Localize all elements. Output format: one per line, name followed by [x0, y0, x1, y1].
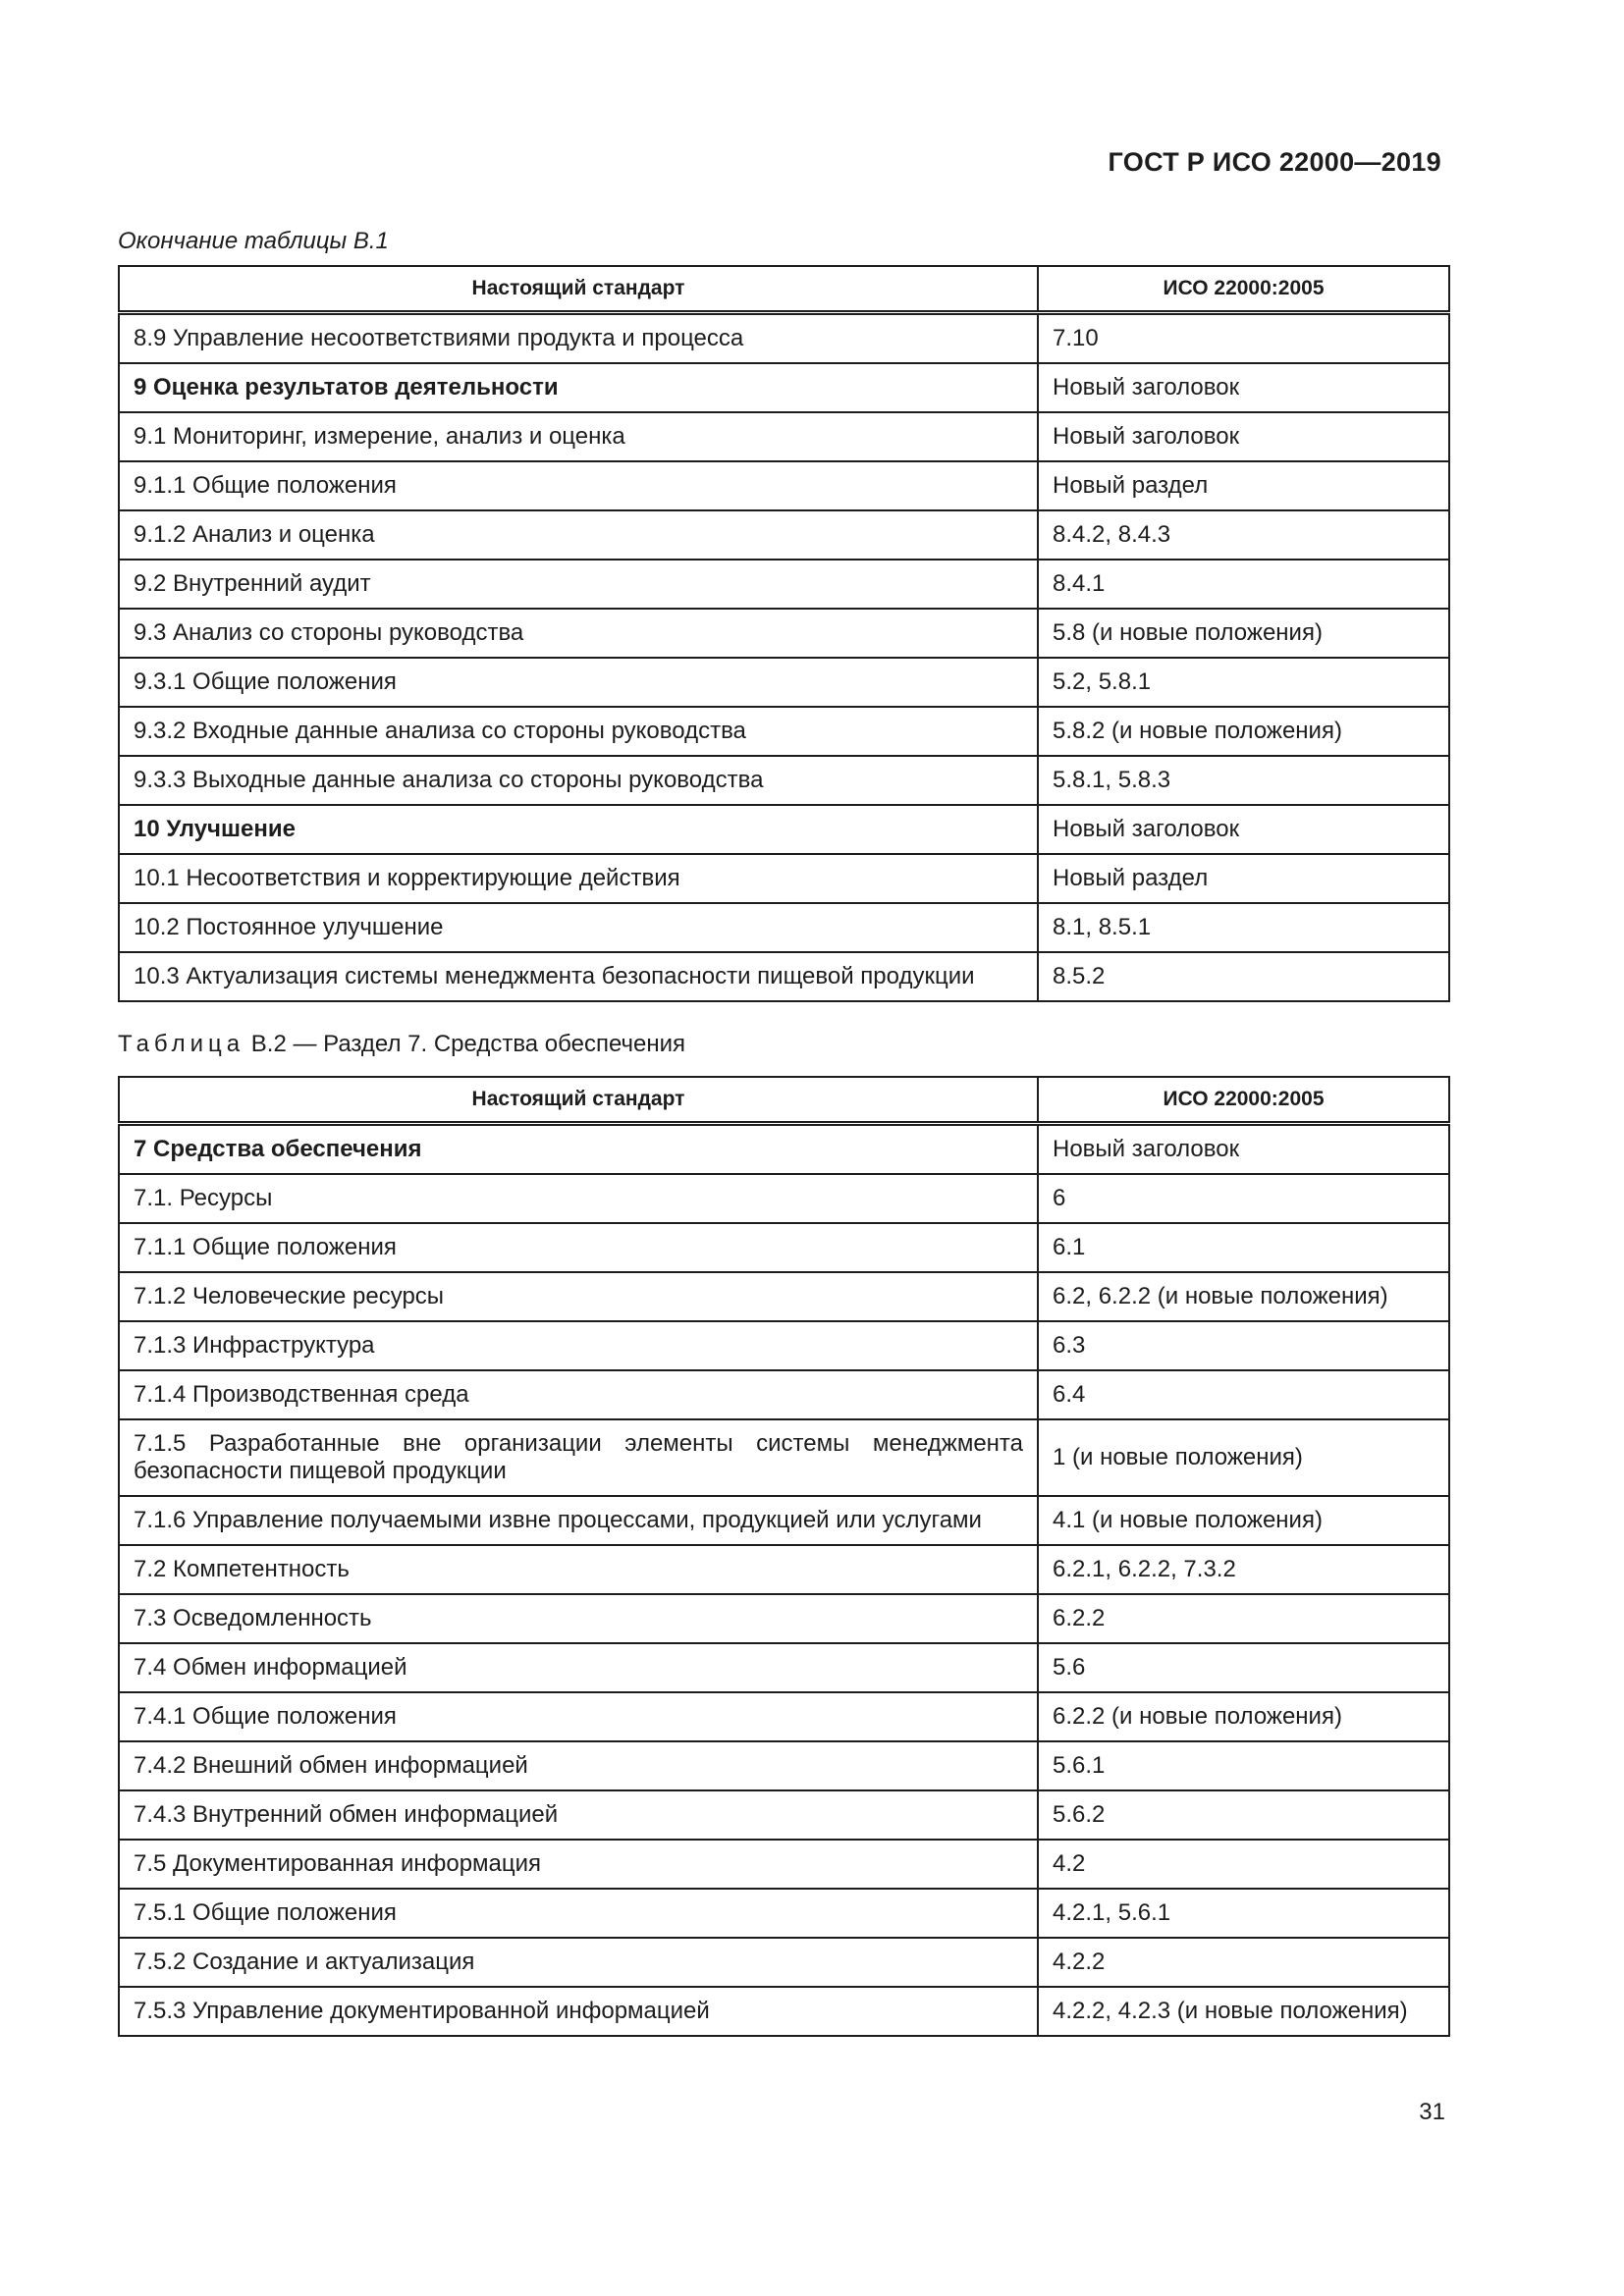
table-row — [119, 313, 1449, 364]
cell-iso: 6.1 — [1038, 1223, 1449, 1272]
table2-header-row — [119, 1077, 1449, 1124]
cell-standard: 7.2 Компетентность — [119, 1545, 1038, 1594]
cell-standard: 10.1 Несоответствия и корректирующие действия — [119, 854, 1038, 903]
table2-col-standard-header: Настоящий стандарт — [119, 1077, 1038, 1124]
cell-iso: 4.2.2 — [1038, 1938, 1449, 1987]
cell-standard: 10 Улучшение — [119, 805, 1038, 854]
table-row — [119, 707, 1449, 756]
table-row — [119, 1545, 1449, 1594]
table-row — [119, 510, 1449, 560]
cell-standard: 7.1.6 Управление получаемыми извне процессами, продукцией или услугами — [119, 1496, 1038, 1545]
cell-standard: 7.3 Осведомленность — [119, 1594, 1038, 1643]
table-row — [119, 1124, 1449, 1175]
table1-header-row — [119, 266, 1449, 313]
table-row — [119, 1643, 1449, 1692]
table1-col-iso-header: ИСО 22000:2005 — [1038, 266, 1449, 313]
cell-iso: 4.2 — [1038, 1840, 1449, 1889]
cell-standard: 7.5.3 Управление документированной информацией — [119, 1987, 1038, 2036]
cell-standard: 9.3.1 Общие положения — [119, 658, 1038, 707]
cell-standard: 9.3 Анализ со стороны руководства — [119, 609, 1038, 658]
cell-iso: 4.2.2, 4.2.3 (и новые положения) — [1038, 1987, 1449, 2036]
cell-iso: 5.8.2 (и новые положения) — [1038, 707, 1449, 756]
table-row — [119, 1174, 1449, 1223]
cell-iso: 6.2.2 — [1038, 1594, 1449, 1643]
cell-iso: Новый заголовок — [1038, 412, 1449, 461]
table2-caption — [118, 1031, 685, 1058]
cell-standard: 8.9 Управление несоответствиями продукта и процесса — [119, 313, 1038, 364]
cell-standard: 9.1.1 Общие положения — [119, 461, 1038, 510]
cell-iso: 6.2.2 (и новые положения) — [1038, 1692, 1449, 1741]
table-row — [119, 1692, 1449, 1741]
cell-standard: 7 Средства обеспечения — [119, 1124, 1038, 1175]
page-number: 31 — [1419, 2099, 1445, 2125]
cell-iso: Новый заголовок — [1038, 1124, 1449, 1175]
table-row — [119, 1889, 1449, 1938]
table-row — [119, 1321, 1449, 1370]
cell-standard: 7.4 Обмен информацией — [119, 1643, 1038, 1692]
cell-iso: 6.2, 6.2.2 (и новые положения) — [1038, 1272, 1449, 1321]
cell-iso: Новый заголовок — [1038, 805, 1449, 854]
table-row — [119, 1790, 1449, 1840]
cell-standard: 9.1 Мониторинг, измерение, анализ и оценка — [119, 412, 1038, 461]
cell-iso: 5.6.1 — [1038, 1741, 1449, 1790]
cell-iso: 6.2.1, 6.2.2, 7.3.2 — [1038, 1545, 1449, 1594]
cell-iso: 8.1, 8.5.1 — [1038, 903, 1449, 952]
cell-iso: 4.1 (и новые положения) — [1038, 1496, 1449, 1545]
table1-correspondence — [118, 265, 1450, 1002]
cell-standard: 7.5.2 Создание и актуализация — [119, 1938, 1038, 1987]
cell-iso: 4.2.1, 5.6.1 — [1038, 1889, 1449, 1938]
table-row — [119, 1840, 1449, 1889]
table2-col-iso-header: ИСО 22000:2005 — [1038, 1077, 1449, 1124]
cell-standard: 7.4.1 Общие положения — [119, 1692, 1038, 1741]
cell-standard: 10.3 Актуализация системы менеджмента безопасности пищевой продукции — [119, 952, 1038, 1001]
cell-iso: Новый заголовок — [1038, 363, 1449, 412]
cell-standard: 7.1.2 Человеческие ресурсы — [119, 1272, 1038, 1321]
cell-standard: 7.4.2 Внешний обмен информацией — [119, 1741, 1038, 1790]
cell-standard: 10.2 Постоянное улучшение — [119, 903, 1038, 952]
cell-iso: 6 — [1038, 1174, 1449, 1223]
table-row — [119, 412, 1449, 461]
table-row — [119, 461, 1449, 510]
cell-standard: 9.1.2 Анализ и оценка — [119, 510, 1038, 560]
cell-iso: 5.8 (и новые положения) — [1038, 609, 1449, 658]
table-row — [119, 805, 1449, 854]
table-row — [119, 658, 1449, 707]
cell-standard: 7.1.4 Производственная среда — [119, 1370, 1038, 1419]
cell-iso: 8.4.1 — [1038, 560, 1449, 609]
cell-standard: 9.2 Внутренний аудит — [119, 560, 1038, 609]
cell-iso: 5.6 — [1038, 1643, 1449, 1692]
table-row — [119, 1419, 1449, 1496]
cell-iso: 1 (и новые положения) — [1038, 1419, 1449, 1496]
cell-standard: 7.5.1 Общие положения — [119, 1889, 1038, 1938]
cell-standard: 7.4.3 Внутренний обмен информацией — [119, 1790, 1038, 1840]
table-row — [119, 1223, 1449, 1272]
cell-iso: Новый раздел — [1038, 461, 1449, 510]
cell-iso: 5.8.1, 5.8.3 — [1038, 756, 1449, 805]
table-row — [119, 1938, 1449, 1987]
cell-standard: 7.1.5 Разработанные вне организации элементы системы менеджмента безопасности пищевой продукции — [119, 1419, 1038, 1496]
table-row — [119, 1594, 1449, 1643]
cell-iso: 5.6.2 — [1038, 1790, 1449, 1840]
cell-standard: 9 Оценка результатов деятельности — [119, 363, 1038, 412]
cell-standard: 9.3.3 Выходные данные анализа со стороны руководства — [119, 756, 1038, 805]
table-row — [119, 756, 1449, 805]
table-row — [119, 560, 1449, 609]
cell-iso: 8.4.2, 8.4.3 — [1038, 510, 1449, 560]
table-row — [119, 1741, 1449, 1790]
table-row — [119, 903, 1449, 952]
cell-iso: 8.5.2 — [1038, 952, 1449, 1001]
cell-iso: 7.10 — [1038, 313, 1449, 364]
table-row — [119, 1272, 1449, 1321]
table2-caption-title: В.2 — Раздел 7. Средства обеспечения — [250, 1031, 686, 1057]
cell-iso: Новый раздел — [1038, 854, 1449, 903]
cell-standard: 7.5 Документированная информация — [119, 1840, 1038, 1889]
cell-standard: 9.3.2 Входные данные анализа со стороны руководства — [119, 707, 1038, 756]
table-row — [119, 952, 1449, 1001]
table1-col-standard-header: Настоящий стандарт — [119, 266, 1038, 313]
cell-standard: 7.1.3 Инфраструктура — [119, 1321, 1038, 1370]
table2-caption-prefix: Таблица — [118, 1031, 245, 1057]
cell-standard: 7.1. Ресурсы — [119, 1174, 1038, 1223]
table-row — [119, 854, 1449, 903]
table-row — [119, 1496, 1449, 1545]
table-row — [119, 1987, 1449, 2036]
table-row — [119, 363, 1449, 412]
table-row — [119, 1370, 1449, 1419]
table-row — [119, 609, 1449, 658]
document-standard-title: ГОСТ Р ИСО 22000—2019 — [1108, 147, 1441, 177]
cell-standard: 7.1.1 Общие положения — [119, 1223, 1038, 1272]
table1-caption: Окончание таблицы В.1 — [118, 228, 389, 254]
cell-iso: 5.2, 5.8.1 — [1038, 658, 1449, 707]
cell-iso: 6.4 — [1038, 1370, 1449, 1419]
cell-iso: 6.3 — [1038, 1321, 1449, 1370]
table2-correspondence — [118, 1076, 1450, 2037]
